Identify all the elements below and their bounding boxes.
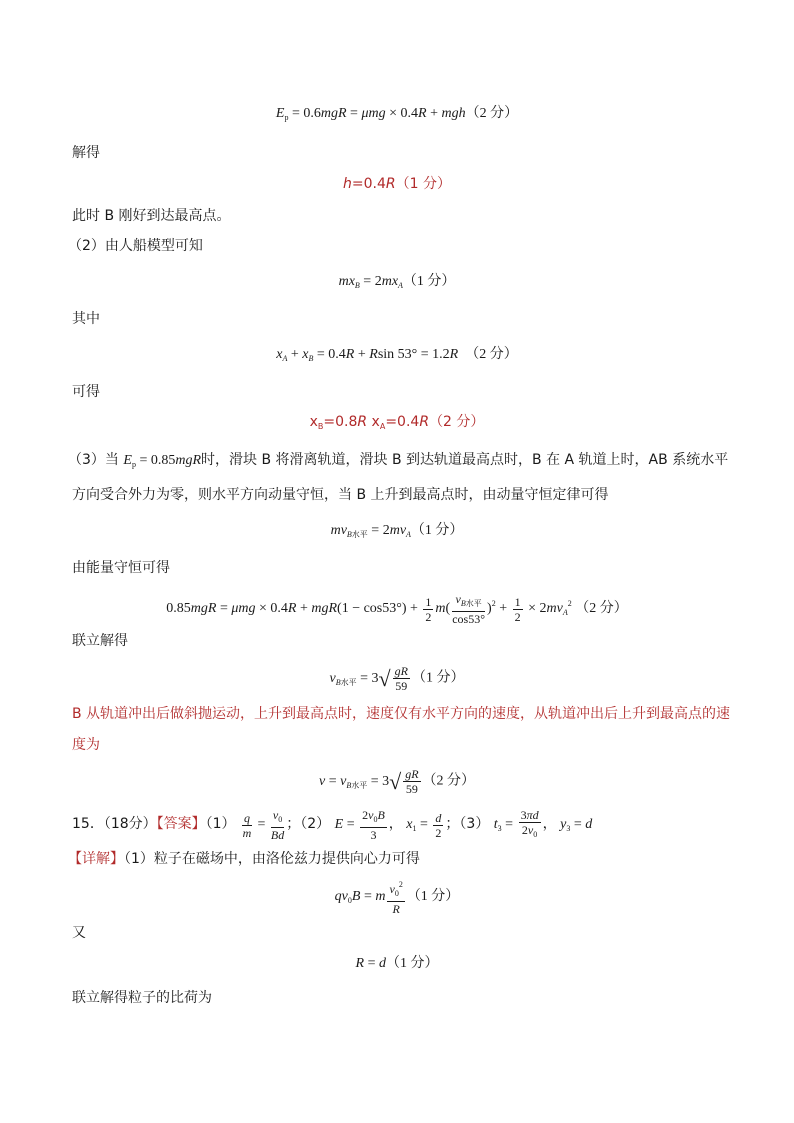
result-xb-xa: $x_B=0.8R$ $x_A=0.4R$	[309, 414, 430, 431]
text-energy-cons: 由能量守恒可得	[72, 560, 170, 576]
detail-tag: 【详解】	[68, 851, 124, 867]
text-part3-line1	[68, 450, 728, 475]
equation-v: $v = v_{B水平} = 3√$ $\frac{gR}{59}$	[318, 767, 419, 796]
q15-part3-label: ；（3）	[445, 816, 490, 833]
text-lianli-2: 联立解得粒子的比荷为	[72, 990, 212, 1006]
equation-r-line	[0, 954, 794, 974]
equation-sum: $x_A + x_B = 0.4R + Rsin$ 53° = 1.2R	[276, 347, 459, 363]
detail-text: （1）粒子在磁场中，由洛伦兹力提供向心力可得	[124, 851, 420, 867]
score-mark: （2 分）	[465, 347, 518, 362]
score-mark: （2 分）	[465, 106, 519, 121]
equation-momentum-x: $mx_B = 2mx_A$	[338, 274, 403, 290]
answer-tag: 【答案】	[156, 816, 206, 833]
detail-line	[68, 849, 420, 869]
result-xb-xa-line	[0, 412, 794, 437]
score-mark: （1 分）	[395, 176, 451, 192]
score-mark: （2 分）	[422, 773, 476, 789]
text-qizhong: 其中	[72, 311, 100, 327]
score-mark: （1 分）	[402, 274, 456, 289]
score-mark: （1 分）	[385, 956, 439, 971]
text-part3-body: 时，滑块 B 将滑离轨道，滑块 B 到达轨道最高点时，B 在 A 轨道上时，AB 系统水平	[201, 452, 729, 468]
text-lianli-1: 联立解得	[72, 633, 128, 649]
q15-number: 15．（18分）	[72, 816, 157, 833]
equation-energy-line	[0, 104, 794, 128]
equation-sum-line	[0, 345, 794, 369]
equation-lorentz: $qv_0B = m$ $\frac{v_0^2}{R}$	[334, 880, 403, 916]
q15-part2-label: ；（2）	[286, 816, 331, 833]
text-b-motion-2: 度为	[72, 737, 100, 753]
equation-big-line	[0, 592, 794, 626]
equation-ep-085: $E_p = 0.85mgR$	[123, 453, 202, 469]
q15-answer3: $t_3$ = $\frac{3\pi d}{2v_0}$ ， $y_3 = d$	[493, 808, 593, 839]
equation-lorentz-line	[0, 878, 794, 916]
q15-answer1: $\frac{q}{m}$ = $\frac{v_0}{Bd}$	[242, 808, 285, 842]
equation-energy: $E_p = 0.6mgR = \mu mg \times 0.4R$ + mgh	[275, 106, 466, 122]
equation-big: 0.85mgR = μmg × 0.4R + mgR(1 − cos53°) + $\frac{1}{2}$ m( $\frac{v_{B水平}}{\cos 53^\circ}$ )$^2$ + $\frac{1}{2}$ × $2mv_A^2$	[166, 592, 572, 626]
score-mark: （2 分）	[429, 414, 485, 430]
text-you: 又	[72, 925, 86, 941]
score-mark: （1 分）	[411, 670, 465, 686]
equation-v-line	[0, 767, 794, 800]
text-b-top: 此时 B 刚好到达最高点。	[72, 208, 231, 224]
text-jiede: 解得	[72, 145, 100, 161]
equation-mv: $mv_{B水平} = 2mv_A$	[330, 523, 411, 539]
text-b-motion-1: B 从轨道冲出后做斜抛运动，上升到最高点时，速度仅有水平方向的速度，从轨道冲出后上升到最高点的速	[72, 706, 731, 722]
score-mark: （1 分）	[410, 523, 464, 538]
equation-momentum-x-line	[0, 272, 794, 296]
score-mark: （2 分）	[575, 601, 628, 617]
text-kede: 可得	[72, 384, 100, 400]
equation-mv-line	[0, 521, 794, 545]
text-part3-line2: 方向受合外力为零，则水平方向动量守恒，当 B 上升到最高点时，由动量守恒定律可得	[72, 487, 609, 503]
equation-vb: $v_{B水平} = 3√$ $\frac{gR}{59}$	[329, 664, 408, 693]
q15-answer2: E = $\frac{2v_0B}{3}$ ， $x_1$ = $\frac{d}{2}$	[334, 808, 442, 842]
text-part3-prefix: （3）当	[68, 452, 119, 468]
score-mark: （1 分）	[406, 889, 460, 905]
text-part2: （2）由人船模型可知	[68, 238, 203, 254]
result-h: h=0.4R	[343, 176, 396, 192]
result-h-line	[0, 174, 794, 194]
q15-answer-line	[72, 808, 592, 843]
q15-part1-label: （1）	[205, 816, 236, 833]
equation-vb-line	[0, 664, 794, 697]
equation-r: R = d	[355, 956, 386, 971]
